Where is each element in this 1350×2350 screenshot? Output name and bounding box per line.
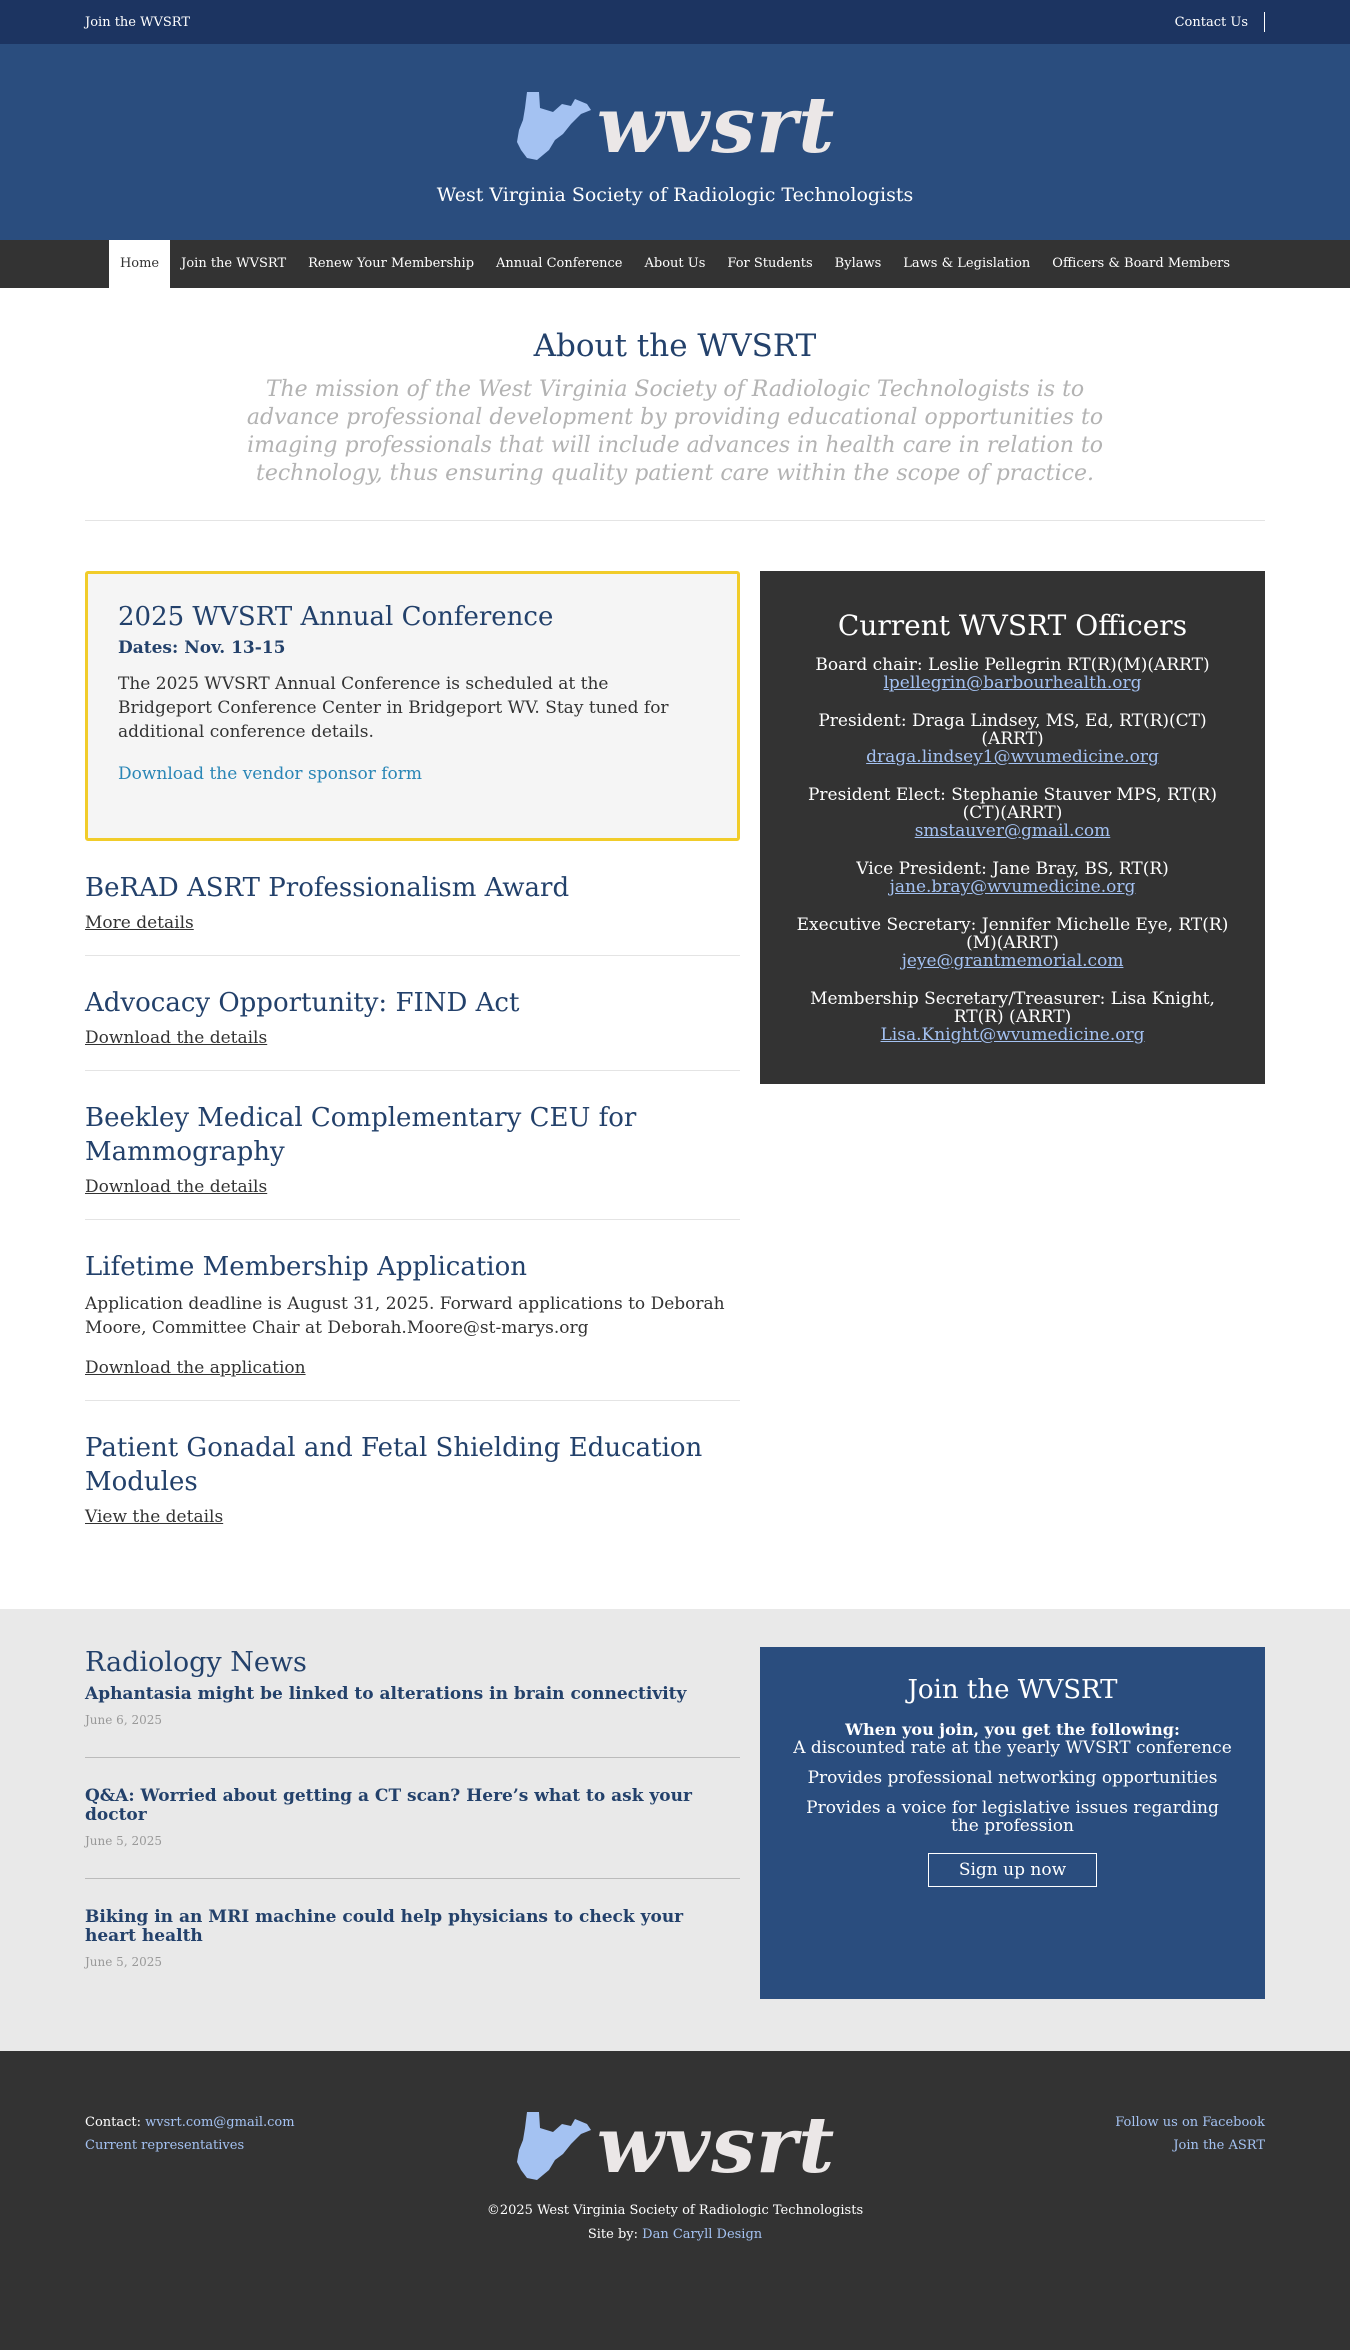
news-item-link[interactable]: Biking in an MRI machine could help physicians to check your heart health <box>85 1907 684 1946</box>
footer-facebook-link[interactable]: Follow us on Facebook <box>1115 2115 1265 2130</box>
officer-role: President: Draga Lindsey, MS, Ed, RT(R)(CT)(ARRT) <box>818 711 1207 749</box>
post-item <box>85 841 740 956</box>
officer-entry <box>790 916 1235 970</box>
featured-title: 2025 WVSRT Annual Conference <box>118 602 554 632</box>
post-item <box>85 1401 740 1549</box>
news-item-date: June 6, 2025 <box>85 1713 162 1727</box>
officer-role: Membership Secretary/Treasurer: Lisa Knight, RT(R) (ARRT) <box>810 989 1215 1027</box>
news-item-date: June 5, 2025 <box>85 1834 162 1848</box>
mission-statement: The mission of the West Virginia Society of Radiologic Technologists is to advance professional development by providing educational opportunities to imaging professionals that will include advances in health care in relation to technology, thus ensuring quality patient care within the scope of practice. <box>246 377 1104 486</box>
about-section <box>85 288 1265 488</box>
news-item-link[interactable]: Q&A: Worried about getting a CT scan? Here’s what to ask your doctor <box>85 1786 692 1825</box>
featured-body: The 2025 WVSRT Annual Conference is scheduled at the Bridgeport Conference Center in Bridgeport WV. Stay tuned for additional conference details. <box>118 674 669 742</box>
officer-entry <box>790 712 1235 766</box>
officer-email-link[interactable]: Lisa.Knight@wvumedicine.org <box>880 1025 1145 1045</box>
officer-email-link[interactable]: lpellegrin@barbourhealth.org <box>883 673 1142 693</box>
footer-contact <box>85 2111 295 2157</box>
footer-contact-label: Contact: <box>85 2115 142 2130</box>
nav-renew[interactable]: Renew Your Membership <box>308 256 475 271</box>
post-link[interactable]: Download the application <box>85 1358 306 1378</box>
footer-site-by-link[interactable]: Dan Caryll Design <box>642 2227 763 2242</box>
footer-representatives-link[interactable]: Current representatives <box>85 2138 245 2153</box>
post-title: Lifetime Membership Application <box>85 1252 528 1282</box>
post-item <box>85 1071 740 1220</box>
officer-email-link[interactable]: jeye@grantmemorial.com <box>901 951 1124 971</box>
footer-logo-wordmark: wvsrt <box>596 2100 836 2191</box>
site-tagline: West Virginia Society of Radiologic Technologists <box>436 184 914 206</box>
officers-panel <box>760 571 1265 1084</box>
footer-copyright-block <box>85 2199 1265 2247</box>
west-virginia-map-icon <box>515 90 593 162</box>
post-link[interactable]: Download the details <box>85 1177 268 1197</box>
footer-site-by-label: Site by: <box>587 2227 638 2242</box>
nav-bylaws[interactable]: Bylaws <box>834 256 882 271</box>
sign-up-button[interactable]: Sign up now <box>928 1853 1097 1887</box>
top-contact-link[interactable]: Contact Us <box>1174 14 1248 30</box>
vendor-form-link[interactable]: Download the vendor sponsor form <box>118 764 423 784</box>
post-link[interactable]: Download the details <box>85 1028 268 1048</box>
join-benefit: A discounted rate at the yearly WVSRT conference <box>793 1738 1232 1758</box>
news-item <box>85 1907 740 1999</box>
join-benefit: Provides a voice for legislative issues regarding the profession <box>806 1798 1219 1836</box>
logo-wordmark: wvsrt <box>596 80 836 171</box>
post-item <box>85 956 740 1071</box>
officer-role: President Elect: Stephanie Stauver MPS, RT(R)(CT)(ARRT) <box>807 785 1217 823</box>
post-link[interactable]: More details <box>85 913 194 933</box>
news-band <box>0 1609 1350 2051</box>
nav-officers[interactable]: Officers & Board Members <box>1052 256 1231 271</box>
main-column <box>85 571 740 1549</box>
join-panel <box>760 1647 1265 1999</box>
join-title: Join the WVSRT <box>907 1675 1118 1705</box>
featured-dates: Dates: Nov. 13-15 <box>118 638 286 658</box>
top-bar <box>0 0 1350 44</box>
join-benefit: Provides professional networking opportunities <box>807 1768 1218 1788</box>
west-virginia-map-icon <box>515 2110 593 2182</box>
nav-join[interactable]: Join the WVSRT <box>181 256 287 271</box>
nav-home[interactable]: Home <box>109 240 170 288</box>
site-footer <box>0 2051 1350 2350</box>
officer-email-link[interactable]: jane.bray@wvumedicine.org <box>889 877 1136 897</box>
radiology-news <box>85 1647 740 1999</box>
about-title: About the WVSRT <box>533 328 817 364</box>
nav-conference[interactable]: Annual Conference <box>496 256 623 271</box>
featured-conference-card <box>85 571 740 841</box>
post-title: Advocacy Opportunity: FIND Act <box>85 988 520 1018</box>
officer-entry <box>790 656 1235 692</box>
officer-role: Vice President: Jane Bray, BS, RT(R) <box>856 859 1169 879</box>
footer-email-link[interactable]: wvsrt.com@gmail.com <box>145 2115 295 2130</box>
post-item <box>85 1220 740 1401</box>
join-lead: When you join, you get the following: <box>845 1720 1180 1739</box>
footer-social <box>1115 2111 1265 2157</box>
officer-email-link[interactable]: smstauver@gmail.com <box>914 821 1111 841</box>
main-nav <box>0 240 1350 288</box>
site-logo[interactable] <box>0 44 1350 174</box>
footer-asrt-link[interactable]: Join the ASRT <box>1173 2138 1265 2153</box>
news-item <box>85 1786 740 1879</box>
top-join-link[interactable]: Join the WVSRT <box>85 14 191 30</box>
officer-entry <box>790 990 1235 1044</box>
news-item-date: June 5, 2025 <box>85 1955 162 1969</box>
nav-about[interactable]: About Us <box>644 256 706 271</box>
top-divider <box>1264 12 1265 32</box>
post-link[interactable]: View the details <box>85 1507 224 1527</box>
footer-copyright: ©2025 West Virginia Society of Radiologic Technologists <box>486 2203 864 2218</box>
post-title: Patient Gonadal and Fetal Shielding Education Modules <box>85 1433 703 1497</box>
nav-laws[interactable]: Laws & Legislation <box>903 256 1031 271</box>
officers-title: Current WVSRT Officers <box>837 609 1188 642</box>
news-title: Radiology News <box>85 1647 307 1678</box>
officer-entry <box>790 786 1235 840</box>
officer-entry <box>790 860 1235 896</box>
post-body: Application deadline is August 31, 2025. Forward applications to Deborah Moore, Committee Chair at Deborah.Moore@st-marys.org <box>85 1294 725 1338</box>
officer-email-link[interactable]: draga.lindsey1@wvumedicine.org <box>866 747 1159 767</box>
post-title: BeRAD ASRT Professionalism Award <box>85 873 570 903</box>
post-title: Beekley Medical Complementary CEU for Mammography <box>85 1103 637 1167</box>
news-item <box>85 1684 740 1758</box>
officer-role: Executive Secretary: Jennifer Michelle Eye, RT(R)(M)(ARRT) <box>796 915 1229 953</box>
nav-students[interactable]: For Students <box>727 256 813 271</box>
site-header <box>0 44 1350 240</box>
news-item-link[interactable]: Aphantasia might be linked to alterations in brain connectivity <box>85 1684 687 1704</box>
officer-role: Board chair: Leslie Pellegrin RT(R)(M)(ARRT) <box>815 655 1210 675</box>
